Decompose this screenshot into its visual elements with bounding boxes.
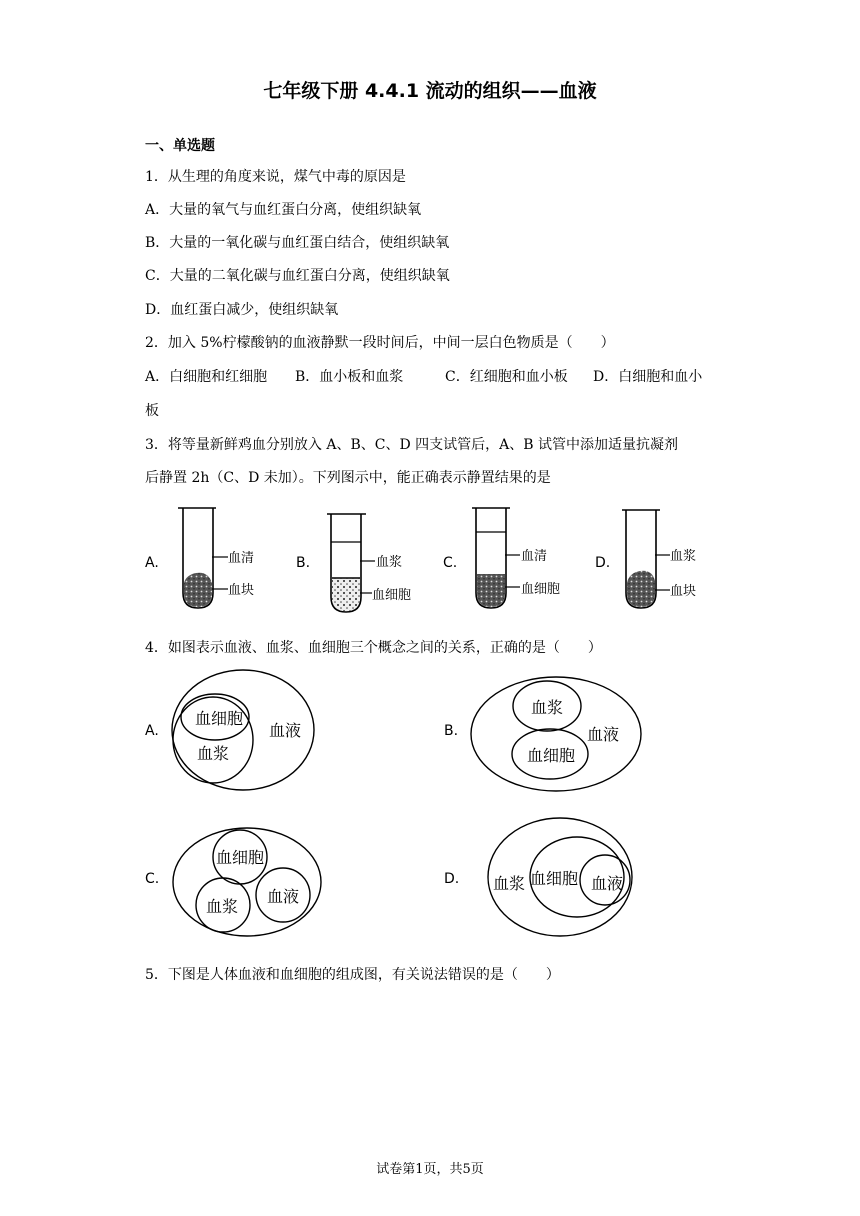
venn-a-label-1: 血细胞 bbox=[195, 709, 244, 728]
q3-stem-line2: 后静置 2h（C、D 未加）。下列图示中，能正确表示静置结果的是 bbox=[145, 470, 551, 486]
q1-stem: 1．从生理的角度来说，煤气中毒的原因是 bbox=[145, 169, 406, 185]
venn-c-label-1: 血细胞 bbox=[216, 848, 265, 867]
venn-b-label-2: 血细胞 bbox=[527, 746, 576, 765]
q2-stem: 2．加入 5%柠檬酸钠的血液静默一段时间后，中间一层白色物质是（ ） bbox=[145, 335, 615, 351]
venn-c-label-2: 血浆 bbox=[206, 897, 239, 916]
tube-d bbox=[595, 510, 696, 608]
q5-stem: 5．下图是人体血液和血细胞的组成图，有关说法错误的是（ ） bbox=[145, 967, 560, 983]
venn-d-label-3: 血液 bbox=[591, 874, 624, 893]
venn-c-letter: C. bbox=[145, 871, 160, 887]
venn-a bbox=[145, 670, 314, 790]
q1-option-d: D．血红蛋白减少，使组织缺氧 bbox=[145, 302, 339, 318]
q2-options bbox=[145, 366, 745, 386]
tube-d-letter: D. bbox=[595, 555, 611, 571]
venn-d bbox=[444, 818, 632, 936]
venn-b-label-1: 血浆 bbox=[531, 698, 564, 717]
venn-c-label-3: 血液 bbox=[267, 887, 300, 906]
q2-option-d: D．白细胞和血小 bbox=[593, 369, 703, 385]
tube-a bbox=[145, 508, 254, 608]
tube-b-bottom-label: 血细胞 bbox=[372, 588, 412, 603]
tube-b-letter: B. bbox=[296, 555, 311, 571]
section-heading: 一、单选题 bbox=[145, 138, 215, 154]
tube-a-letter: A. bbox=[145, 555, 159, 571]
q1-option-a: A．大量的氧气与血红蛋白分离，使组织缺氧 bbox=[145, 202, 422, 218]
q2-option-b: B．血小板和血浆 bbox=[295, 369, 404, 385]
venn-d-label-1: 血浆 bbox=[493, 874, 526, 893]
q4-venn-figures bbox=[0, 660, 860, 950]
tube-b-top-label: 血浆 bbox=[376, 555, 403, 570]
venn-b bbox=[444, 677, 641, 791]
tube-b bbox=[296, 514, 411, 612]
tube-a-top-label: 血清 bbox=[228, 551, 255, 566]
venn-b-label-3: 血液 bbox=[587, 725, 620, 744]
venn-a-letter: A. bbox=[145, 723, 159, 739]
tube-c bbox=[443, 508, 560, 608]
tube-d-bottom-label: 血块 bbox=[670, 584, 697, 599]
tube-a-bottom-label: 血块 bbox=[228, 583, 255, 598]
tube-c-bottom-label: 血细胞 bbox=[521, 582, 561, 597]
q3-test-tube-figures bbox=[0, 495, 860, 625]
tube-d-top-label: 血浆 bbox=[670, 549, 697, 564]
venn-a-label-2: 血浆 bbox=[197, 744, 230, 763]
venn-d-label-2: 血细胞 bbox=[530, 869, 579, 888]
q2-option-c: C．红细胞和血小板 bbox=[445, 369, 568, 385]
page-footer: 试卷第1页，共5页 bbox=[376, 1162, 484, 1177]
page-title: 七年级下册 4.4.1 流动的组织——血液 bbox=[263, 80, 597, 102]
tube-c-top-label: 血清 bbox=[521, 549, 548, 564]
q2-option-a: A．白细胞和红细胞 bbox=[145, 369, 268, 385]
venn-a-label-3: 血液 bbox=[269, 721, 302, 740]
q1-option-c: C．大量的二氧化碳与血红蛋白分离，使组织缺氧 bbox=[145, 268, 450, 284]
tube-c-letter: C. bbox=[443, 555, 458, 571]
q2-option-d-wrap: 板 bbox=[145, 403, 159, 419]
q3-stem-line1: 3．将等量新鲜鸡血分别放入 A、B、C、D 四支试管后，A、B 试管中添加适量抗凝剂 bbox=[145, 437, 678, 453]
q1-option-b: B．大量的一氧化碳与血红蛋白结合，使组织缺氧 bbox=[145, 235, 450, 251]
venn-b-letter: B. bbox=[444, 723, 459, 739]
venn-c bbox=[145, 828, 321, 936]
venn-d-letter: D. bbox=[444, 871, 460, 887]
q4-stem: 4．如图表示血液、血浆、血细胞三个概念之间的关系，正确的是（ ） bbox=[145, 640, 602, 656]
